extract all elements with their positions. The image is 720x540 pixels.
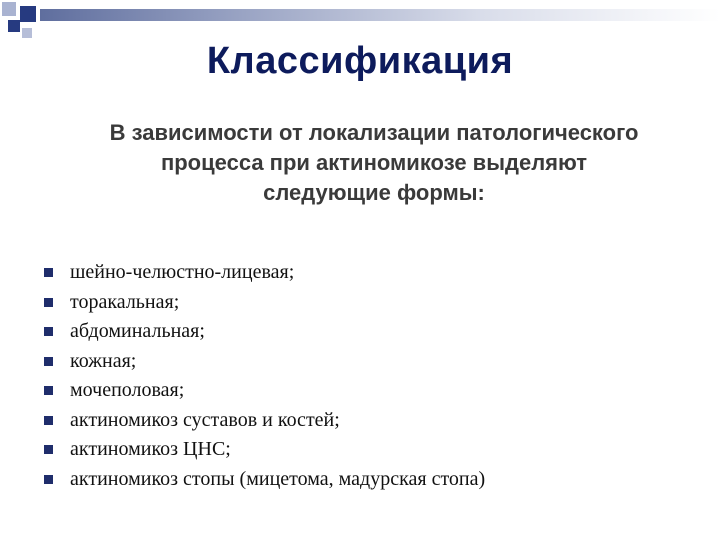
list-item-text: мочеполовая; (70, 379, 185, 402)
list-item (44, 406, 485, 436)
square-bullet-icon (44, 475, 53, 484)
list-item (44, 376, 485, 406)
list-item-text: шейно-челюстно-лицевая; (70, 261, 295, 284)
square-bullet-icon (44, 327, 53, 336)
list-item-text: актиномикоз стопы (мицетома, мадурская стопа) (70, 467, 486, 490)
intro-text: В зависимости от локализации патологического процесса при актиномикозе выделяют следующие формы: (109, 120, 639, 205)
square-bullet-icon (44, 445, 53, 454)
deco-square (8, 20, 20, 32)
list-item-text: актиномикоз суставов и костей; (70, 408, 340, 431)
square-bullet-icon (44, 268, 53, 277)
list-item (44, 465, 485, 495)
square-bullet-icon (44, 357, 53, 366)
list-item-text: актиномикоз ЦНС; (70, 438, 231, 461)
deco-square (2, 2, 16, 16)
list-item (44, 288, 485, 318)
list-item-text: абдоминальная; (70, 320, 205, 343)
square-bullet-icon (44, 298, 53, 307)
list-item (44, 435, 485, 465)
list-item (44, 258, 485, 288)
list-item (44, 347, 485, 377)
deco-square (20, 6, 36, 22)
deco-gradient-bar (40, 9, 720, 21)
square-bullet-icon (44, 416, 53, 425)
list-item (44, 317, 485, 347)
list-item-text: кожная; (70, 349, 137, 372)
list-item-text: торакальная; (70, 290, 180, 313)
slide-title: Классификация (206, 40, 514, 82)
square-bullet-icon (44, 386, 53, 395)
deco-square (22, 28, 32, 38)
forms-list (44, 258, 485, 494)
